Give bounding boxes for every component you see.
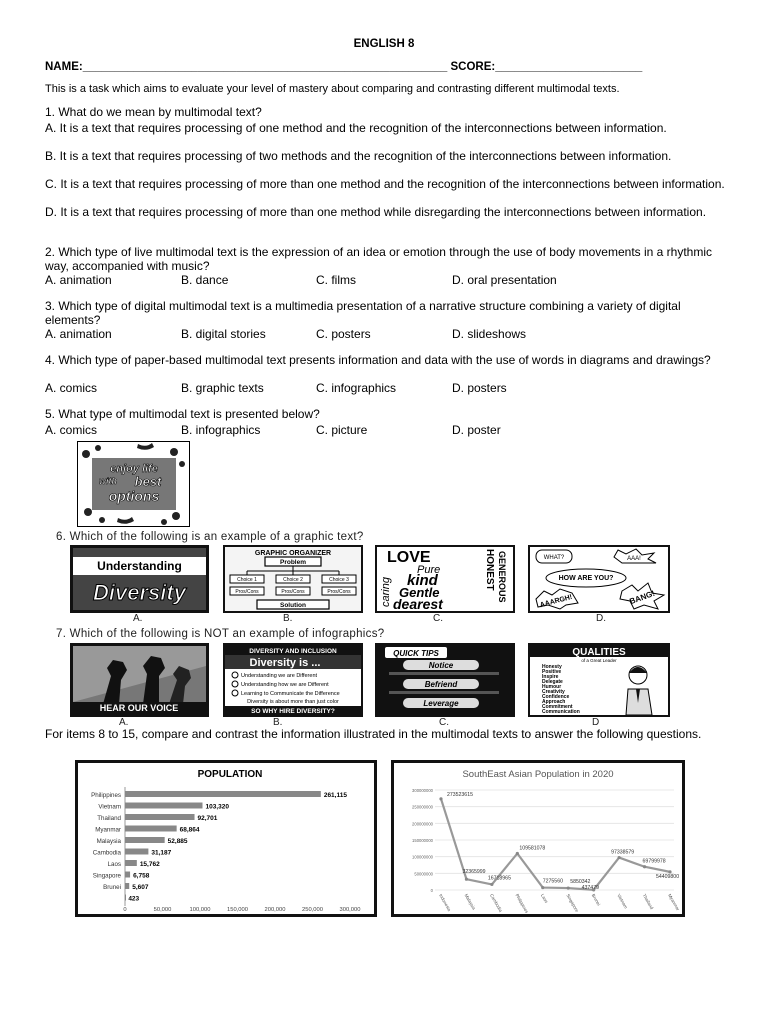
- line-point: [541, 886, 544, 889]
- bar-category-label: Malaysia: [96, 838, 121, 845]
- bar-x-tick: 200,000: [264, 907, 286, 913]
- q7a-caption: HEAR OUR VOICE: [99, 703, 179, 713]
- q7c-tip-3: Leverage: [423, 699, 459, 708]
- q6b-choice-2: Choice 2: [283, 577, 303, 583]
- q6c-word-pure: Pure: [417, 564, 441, 576]
- q6b-proscons-3: Pros/Cons: [327, 589, 351, 595]
- q7-image-a: [70, 643, 209, 717]
- q3-option-c: C. posters: [316, 327, 371, 341]
- q6c-word-honest: HONEST: [484, 549, 495, 591]
- q2-option-c: C. films: [316, 273, 356, 287]
- q6c-wordart: [377, 547, 513, 611]
- line-x-tick: Singapore: [565, 893, 580, 913]
- line-y-tick: 250000000: [412, 804, 433, 810]
- q6b-problem: Problem: [279, 559, 307, 566]
- line-data-label: 437479: [581, 884, 599, 891]
- q7b-item-3: Learning to Communicate the Difference: [241, 691, 340, 697]
- bar: [125, 803, 202, 809]
- q7d-item: Inspire: [542, 674, 559, 680]
- q7c-tip-1: Notice: [428, 661, 454, 670]
- q5-text-3: best: [134, 474, 162, 489]
- q3-option-d: D. slideshows: [452, 327, 527, 341]
- q7d-item: Confidence: [542, 694, 570, 700]
- q6c-word-generous: GENEROUS: [497, 551, 507, 603]
- q4-options: [45, 381, 735, 395]
- q1-question: 1. What do we mean by multimodal text?: [45, 105, 262, 119]
- q5-option-d: D. poster: [452, 423, 501, 437]
- bar: [125, 883, 129, 889]
- q1-option-b: B. It is a text that requires processing of two methods and the recognition of the interconnections between information.: [45, 149, 672, 163]
- q5-option-a: A. comics: [45, 423, 98, 437]
- line-x-tick: Cambodia: [489, 893, 504, 913]
- line-y-tick: 100000000: [412, 854, 433, 860]
- q6c-word-love: LOVE: [387, 549, 431, 566]
- bar-data-label: 6,758: [133, 872, 150, 880]
- bar-data-label: 5,607: [132, 884, 149, 891]
- line-data-label: 109581078: [519, 845, 546, 852]
- line-x-tick: Indonesia: [438, 893, 452, 912]
- q6-image-b: [223, 545, 363, 613]
- bar-category-label: Myanmar: [95, 826, 121, 834]
- q6a-bottom-text: Diversity: [93, 580, 186, 605]
- score-label: SCORE:: [450, 61, 496, 73]
- bar: [125, 849, 148, 855]
- q4-question: 4. Which type of paper-based multimodal text presents information and data with the use of words in diagrams and drawings?: [45, 353, 711, 367]
- q7d-title: QUALITIES: [572, 647, 626, 658]
- q7b-item-1: Understanding we are Different: [241, 673, 318, 679]
- q6-question: 6. Which of the following is an example of a graphic text?: [56, 531, 364, 543]
- q7b-header: DIVERSITY AND INCLUSION: [249, 648, 337, 655]
- line-point: [618, 856, 621, 859]
- bar-data-label: 103,320: [205, 803, 229, 811]
- q5-text-4: options: [108, 488, 160, 504]
- bar-data-label: 92,701: [197, 815, 218, 822]
- line-y-tick: 200000000: [412, 821, 433, 827]
- q6b-solution: Solution: [280, 602, 306, 609]
- q5-text-1: enjoy life: [110, 463, 158, 475]
- q4-option-b: B. graphic texts: [181, 381, 264, 395]
- bar-category-label: Cambodia: [92, 849, 121, 857]
- q5-image: [77, 441, 190, 527]
- q7b-item-2: Understanding how we are Different: [241, 682, 329, 688]
- bar-x-tick: 250,000: [302, 907, 323, 913]
- q6d-bubble-2: AAA!: [627, 556, 641, 562]
- q3-options: [45, 327, 735, 341]
- line-x-tick: Thailand: [641, 893, 655, 911]
- q5-question: 5. What type of multimodal text is presented below?: [45, 407, 320, 421]
- q7d-item: Approach: [542, 699, 566, 705]
- bar-data-label: 423: [128, 895, 140, 903]
- q7a-fists: [73, 646, 206, 714]
- q7-image-b: [223, 643, 363, 717]
- q7c-tip-2: Befriend: [424, 680, 458, 689]
- bar-chart-svg: [78, 763, 374, 914]
- bar: [125, 791, 321, 797]
- q7b-note: Diversity is about more than just color: [247, 699, 339, 705]
- line-data-label: 16718965: [487, 875, 511, 882]
- bar: [125, 837, 165, 843]
- bar-x-tick: 50,000: [153, 907, 172, 913]
- line-x-tick: Vietnam: [616, 893, 629, 910]
- intro-text: This is a task which aims to evaluate your level of mastery about comparing and contrasting different multimodal texts.: [45, 83, 620, 95]
- items-intro: For items 8 to 15, compare and contrast the information illustrated in the multimodal texts to answer the following questions.: [45, 727, 702, 741]
- line-series: [441, 799, 670, 890]
- bar-data-label: 261,115: [323, 792, 347, 799]
- bar-data-label: 31,187: [151, 849, 172, 857]
- bar-data-label: 68,864: [179, 826, 200, 834]
- q5-image-art: [78, 442, 189, 526]
- q2-question: 2. Which type of live multimodal text is the expression of an idea or emotion through the use of body movements in a rhythmic way, accompanied with music?: [45, 245, 713, 273]
- q6b-choice-1: Choice 1: [237, 577, 257, 583]
- bar-data-label: 15,762: [139, 861, 160, 868]
- q6c-word-dearest: dearest: [393, 596, 443, 611]
- q7d-item: Creativity: [542, 689, 565, 695]
- q6d-bubble-1: WHAT?: [543, 555, 565, 561]
- population-line-chart: [391, 760, 685, 917]
- q7-question: 7. Which of the following is NOT an example of infographics?: [56, 628, 385, 640]
- q6b-organizer: [225, 547, 361, 611]
- bar-category-label: Philippines: [91, 792, 121, 799]
- line-data-label: 97338579: [611, 849, 635, 856]
- q7-label-b: B.: [273, 717, 283, 728]
- bar-x-tick: 100,000: [189, 907, 211, 913]
- q6d-bubble-3: HOW ARE YOU?: [558, 575, 614, 582]
- q6c-word-caring: caring: [380, 577, 392, 607]
- q7-label-a: A.: [119, 717, 129, 728]
- line-point: [516, 852, 519, 855]
- q7b-footer: SO WHY HIRE DIVERSITY?: [251, 708, 335, 715]
- bar-x-tick: 300,000: [339, 907, 361, 913]
- q5-option-c: C. picture: [316, 423, 368, 437]
- q7d-item: Commitment: [542, 704, 573, 710]
- bar-category-label: Singapore: [92, 872, 121, 880]
- bar: [125, 860, 137, 866]
- q3-option-a: A. animation: [45, 327, 112, 341]
- q7c-title: QUICK TIPS: [393, 649, 439, 658]
- line-data-label: 32365999: [462, 869, 486, 876]
- line-chart-title: SouthEast Asian Population in 2020: [462, 769, 614, 780]
- q6-label-b: B.: [283, 613, 293, 624]
- line-y-tick: 300000000: [412, 788, 433, 793]
- q7-image-d: [528, 643, 670, 717]
- line-x-tick: Myanmar: [667, 893, 681, 912]
- q6b-title: GRAPHIC ORGANIZER: [254, 550, 332, 557]
- line-y-tick: 0: [430, 888, 433, 893]
- line-data-label: 273523615: [447, 791, 473, 798]
- q7d-items: [542, 664, 580, 715]
- bar-category-label: Brunei: [103, 884, 121, 891]
- q6d-comic: [530, 547, 668, 611]
- q1-option-c: C. It is a text that requires processing of more than one method and the recognition of the interconnections between information.: [45, 177, 725, 191]
- line-point: [439, 797, 442, 800]
- line-point: [643, 865, 646, 868]
- page-title: ENGLISH 8: [353, 38, 415, 50]
- q6d-bubble-5: BANG!: [628, 588, 657, 607]
- q7d-item: Positive: [542, 669, 562, 675]
- line-chart-svg: [394, 763, 682, 914]
- q5-option-b: B. infographics: [181, 423, 261, 437]
- line-data-label: 69799978: [642, 858, 666, 865]
- q7b-infographic: [225, 645, 361, 715]
- q2-option-a: A. animation: [45, 273, 112, 287]
- q6-image-a: [70, 545, 209, 613]
- q4-option-c: C. infographics: [316, 381, 397, 395]
- q4-option-a: A. comics: [45, 381, 98, 395]
- line-point: [490, 883, 493, 886]
- bar-category-label: Vietnam: [98, 803, 121, 811]
- q4-option-d: D. posters: [452, 381, 507, 395]
- q6-label-d: D.: [596, 613, 606, 624]
- q7-image-c: [375, 643, 515, 717]
- line-data-label: 5850342: [570, 879, 591, 886]
- line-y-tick: 150000000: [412, 838, 433, 843]
- line-point: [567, 886, 570, 889]
- q5-options: [45, 423, 735, 437]
- q3-question: 3. Which type of digital multimodal text is a multimedia presentation of a narrative structure combining a variety of digital elements?: [45, 299, 681, 327]
- q6b-proscons-1: Pros/Cons: [235, 589, 259, 595]
- line-y-tick: 50000000: [414, 871, 433, 877]
- line-point: [465, 878, 468, 881]
- q6a-top-text: Understanding: [73, 557, 206, 575]
- q3-option-b: B. digital stories: [181, 327, 266, 341]
- line-data-label: 7275560: [542, 878, 563, 885]
- q1-option-a: A. It is a text that requires processing of one method and the recognition of the interconnections between information.: [45, 121, 667, 135]
- name-score-line: NAME:_________________________________________________________ SCORE:_______________________: [45, 61, 643, 73]
- q7d-item: Delegate: [542, 679, 563, 685]
- q2-option-b: B. dance: [181, 273, 229, 287]
- q7d-leader: [530, 645, 668, 715]
- q6-image-c: [375, 545, 515, 613]
- bar: [125, 814, 195, 820]
- q6c-word-gentle: Gentle: [399, 585, 440, 600]
- q6d-bubble-4: AAARGH!: [539, 593, 574, 610]
- bar-x-tick: 150,000: [227, 907, 248, 913]
- line-data-label: 54409800: [656, 873, 680, 880]
- bar-category-label: Thailand: [97, 815, 121, 822]
- bar-chart-title: POPULATION: [197, 769, 263, 780]
- q2-option-d: D. oral presentation: [452, 273, 557, 287]
- line-x-tick: Philippines: [514, 893, 530, 914]
- q6-label-a: A.: [133, 613, 143, 624]
- q7d-item: Communication: [542, 709, 580, 715]
- bar: [125, 872, 130, 878]
- q1-option-d: D. It is a text that requires processing of more than one method while disregarding the interconnections between information.: [45, 205, 707, 219]
- q7d-item: Humour: [542, 684, 562, 690]
- q5-text-2: with: [99, 476, 117, 486]
- q7b-title: Diversity is ...: [249, 657, 321, 669]
- bar-data-label: 52,885: [167, 838, 188, 845]
- q7-label-d: D: [592, 717, 600, 728]
- q7c-tips: [377, 645, 513, 715]
- bar-category-label: Laos: [107, 861, 121, 868]
- bar: [125, 826, 177, 832]
- q7-label-c: C.: [439, 717, 449, 728]
- population-bar-chart: [75, 760, 377, 917]
- q7d-subtitle: of a Great Leader: [581, 658, 617, 663]
- bar: [125, 895, 126, 901]
- q6b-proscons-2: Pros/Cons: [281, 589, 305, 595]
- q6-label-c: C.: [433, 613, 443, 624]
- q6-image-d: [528, 545, 670, 613]
- q6c-word-kind: kind: [407, 572, 438, 589]
- q2-options: [45, 273, 735, 287]
- line-x-tick: Brunei: [590, 893, 602, 907]
- q7d-item: Honesty: [542, 664, 562, 670]
- line-x-tick: Laos: [539, 893, 550, 904]
- name-label: NAME:: [45, 61, 83, 73]
- bar-x-tick: 0: [123, 907, 127, 913]
- line-x-tick: Malaysia: [463, 893, 477, 911]
- q6b-choice-3: Choice 3: [329, 577, 349, 583]
